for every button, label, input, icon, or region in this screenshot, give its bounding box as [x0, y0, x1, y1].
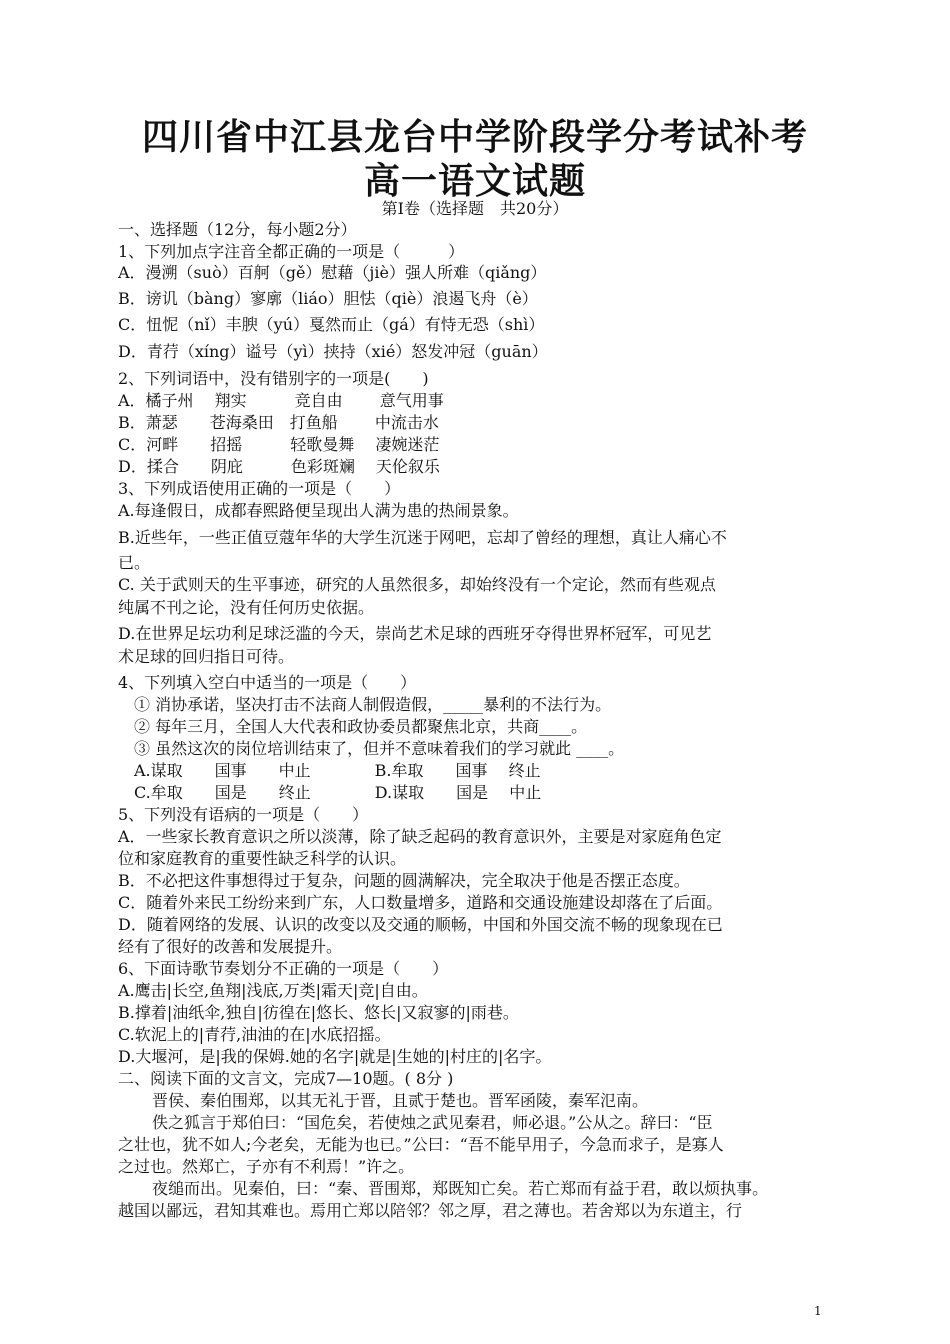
option-text: 位和家庭教育的重要性缺乏科学的认识。 [118, 849, 407, 868]
option-text: B．不必把这件事想得过于复杂，问题的圆满解决，完全取决于他是否摆正态度。 [118, 871, 690, 890]
section-label: 第Ⅰ卷（选择题 共20分） [381, 199, 569, 218]
exam-subtitle: 高一语文试题 [363, 161, 586, 202]
option-text: 术足球的回归指日可待。 [118, 647, 295, 666]
option-text: D.在世界足坛功利足球泛滥的今天，崇尚艺术足球的西班牙夺得世界杯冠军，可见艺 [118, 624, 712, 643]
option-text: ① 消协承诺，坚决打击不法商人制假造假，_____暴利的不法行为。 [134, 695, 612, 714]
option-text: D.大堰河，是|我的保姆.她的名字|就是|生她的|村庄的|名字。 [118, 1047, 552, 1066]
option-text: A．漫溯（suò）百舸（gě）慰藉（jiè）强人所难（qiǎng） [118, 263, 547, 282]
option-text: ② 每年三月，全国人大代表和政协委员都聚焦北京，共商____。 [134, 717, 588, 736]
option-text: A.谋取 国事 中止 B.牟取 国事 终止 [134, 761, 541, 780]
option-text: C．随着外来民工纷纷来到广东，人口数量增多，道路和交通设施建设却落在了后面。 [118, 893, 723, 912]
option-text: B．谤讥（bàng）寥廓（liáo）胆怯（qiè）浪遏飞舟（è） [118, 289, 538, 308]
option-text: B.近些年，一些正值豆蔻年华的大学生沉迷于网吧，忘却了曾经的理想，真让人痛心不 [118, 528, 727, 547]
option-text: C．忸怩（nǐ）丰腴（yú）戛然而止（gá）有恃无恐（shì） [118, 315, 545, 334]
option-text: A.鹰击|长空,鱼翔|浅底,万类|霜天|竞|自由。 [118, 981, 428, 1000]
passage-line: 之过也。然郑亡，子亦有不利焉！”许之。 [118, 1157, 415, 1176]
page-number: 1 [814, 1304, 822, 1318]
option-text: 已。 [118, 553, 151, 572]
option-text: D．随着网络的发展、认识的改变以及交通的顺畅，中国和外国交流不畅的现象现在已 [118, 915, 723, 934]
option-text: C.软泥上的|青荇,油油的在|水底招摇。 [118, 1025, 391, 1044]
passage-line: 越国以鄙远，君知其难也。焉用亡郑以陪邻？邻之厚，君之薄也。若舍郑以为东道主，行 [118, 1201, 743, 1220]
option-text: C. 关于武则天的生平事迹，研究的人虽然很多，却始终没有一个定论，然而有些观点 [118, 575, 716, 594]
passage-line: 佚之狐言于郑伯曰：“国危矣，若使烛之武见秦君，师必退。”公从之。辞曰：“臣 [152, 1113, 713, 1132]
option-text: A．一些家长教育意识之所以淡薄，除了缺乏起码的教育意识外，主要是对家庭角色定 [118, 827, 722, 846]
passage-line: 晋侯、秦伯围郑，以其无礼于晋，且贰于楚也。晋军函陵，秦军氾南。 [152, 1091, 649, 1110]
option-text: A．橘子州 翔实 竞自由 意气用事 [118, 391, 444, 410]
option-text: ③ 虽然这次的岗位培训结束了，但并不意味着我们的学习就此 ____。 [134, 739, 625, 758]
option-text: B．萧瑟 苍海桑田 打鱼船 中流击水 [118, 413, 439, 432]
question-4: 4、下列填入空白中适当的一项是（ ） [118, 673, 417, 692]
question-2: 2、下列词语中，没有错别字的一项是( ) [118, 369, 429, 388]
option-text: C.牟取 国是 终止 D.谋取 国是 中止 [134, 783, 542, 802]
exam-title: 四川省中江县龙台中学阶段学分考试补考 [141, 117, 808, 158]
option-text: D．揉合 阴庇 色彩斑斓 天伦叙乐 [118, 457, 440, 476]
question-3: 3、下列成语使用正确的一项是（ ） [118, 479, 401, 498]
option-text: 纯属不刊之论，没有任何历史依据。 [118, 598, 375, 617]
passage-line: 夜缒而出。见秦伯，曰：“秦、晋围郑，郑既知亡矣。若亡郑而有益于君，敢以烦执事。 [152, 1179, 769, 1198]
option-text: D．青荇（xíng）谥号（yì）挟持（xié）怒发冲冠（guān） [118, 342, 548, 361]
option-text: C．河畔 招摇 轻歌曼舞 凄婉迷茫 [118, 435, 440, 454]
question-5: 5、下列没有语病的一项是（ ） [118, 805, 369, 824]
passage-line: 之壮也，犹不如人;今老矣，无能为也已。”公曰：“吾不能早用子，今急而求子，是寡人 [118, 1135, 724, 1154]
option-text: A.每逢假日，成都春熙路便呈现出人满为患的热闹景象。 [118, 501, 519, 520]
question-1: 1、下列加点字注音全都正确的一项是（ ） [118, 242, 465, 261]
option-text: B.撑着|油纸伞,独自|彷徨在|悠长、悠长|又寂寥的|雨巷。 [118, 1003, 519, 1022]
section-heading: 一、选择题（12分，每小题2分） [118, 220, 357, 239]
option-text: 经有了很好的改善和发展提升。 [118, 937, 343, 956]
question-6: 6、下面诗歌节奏划分不正确的一项是（ ） [118, 959, 449, 978]
section-heading: 二、阅读下面的文言文，完成7—10题。( 8分 ) [118, 1069, 454, 1088]
